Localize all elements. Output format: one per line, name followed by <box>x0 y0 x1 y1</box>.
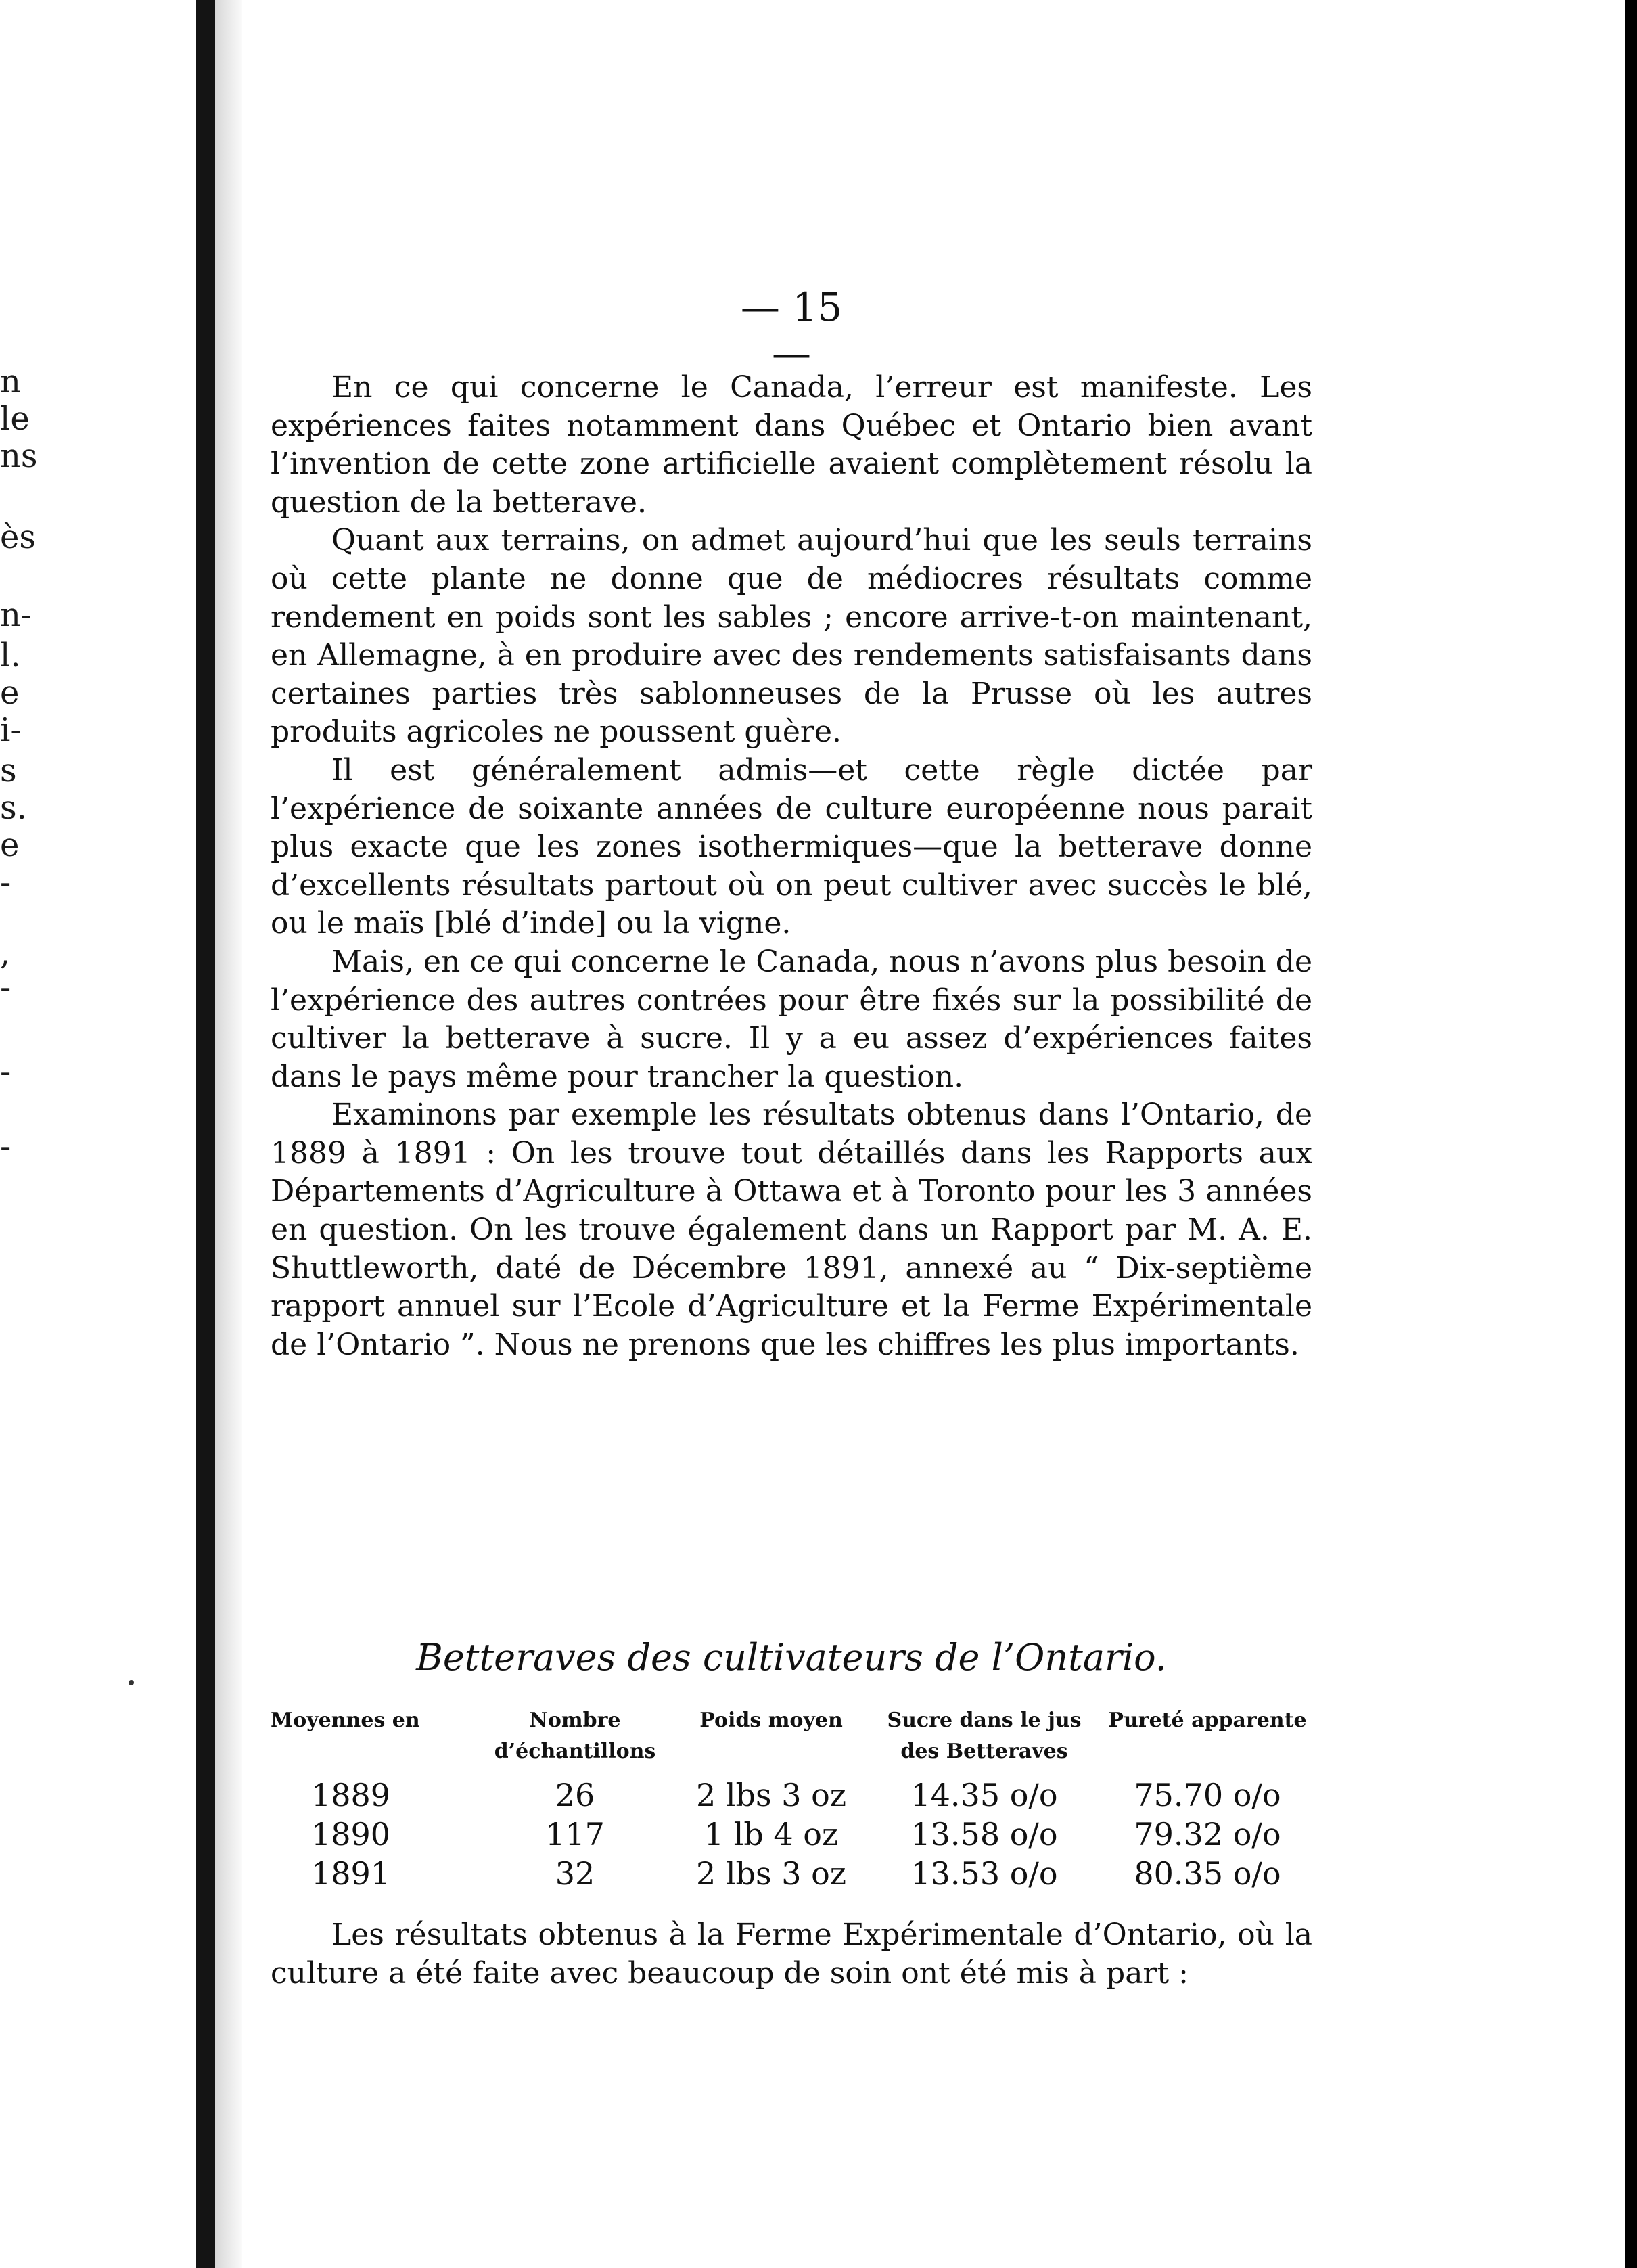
left-page-fragment: ns <box>0 437 38 475</box>
cell-purity: 75.70 o/o <box>1134 1777 1281 1813</box>
paragraph: Les résultats obtenus à la Ferme Expérimentale d’Ontario, où la culture a été faite avec beaucoup de soin ont été mis à part : <box>271 1918 1312 1991</box>
left-page-fragment: - <box>0 1053 11 1091</box>
cell-sugar: 14.35 o/o <box>910 1777 1058 1813</box>
cell-weight: 1 lb 4 oz <box>704 1816 839 1853</box>
cell-weight: 2 lbs 3 oz <box>695 1777 847 1813</box>
left-page-fragment: le <box>0 400 30 438</box>
left-page-fragment: e <box>0 826 20 864</box>
left-page-fragment: i- <box>0 711 22 749</box>
scan-right-edge <box>1625 0 1637 2268</box>
left-page-fragment: ès <box>0 518 37 556</box>
left-page-margin <box>0 0 196 2268</box>
cell-purity: 80.35 o/o <box>1134 1855 1281 1892</box>
table-row <box>271 1854 1312 1893</box>
cell-year: 1889 <box>311 1777 391 1813</box>
table-row <box>271 1775 1312 1815</box>
book-spine <box>196 0 215 2268</box>
header-moyennes: Moyennes en <box>271 1708 420 1732</box>
left-page-fragment: - <box>0 1127 11 1165</box>
cell-purity: 79.32 o/o <box>1134 1816 1281 1853</box>
left-page-fragment: , <box>0 934 11 972</box>
paragraph: Examinons par exemple les résultats obtenus dans l’Ontario, de 1889 à 1891 : On les trouve tout détaillés dans les Rapports aux Départements d’Agriculture à Ottawa et à Toronto pour les 3 années en question. On les trouve également dans un Rapport par M. A. E. Shuttleworth, daté de Décembre 1891, annexé au “ Dix-septième rapport annuel sur l’Ecole d’Agriculture et la Ferme Expérimentale de l’Ontario ”. Nous ne prenons que les chiffres les plus importants. <box>271 1097 1312 1362</box>
left-page-fragment: e <box>0 674 20 712</box>
header-sucre: Sucre dans le jus des Betteraves <box>887 1708 1082 1763</box>
paragraph: Il est généralement admis—et cette règle dictée par l’expérience de soixante années de culture européenne nous parait plus exacte que les zones isothermiques—que la betterave donne d’excellents résultats partout où on peut cultiver avec succès le blé, ou le maïs [blé d’inde] ou la vigne. <box>271 752 1312 941</box>
closing-text <box>271 1916 1312 1993</box>
paragraph: Quant aux terrains, on admet aujourd’hui que les seuls terrains où cette plante ne donne que de médiocres résultats comme rendement en poids sont les sables ; encore arrive-t-on maintenant, en Allemagne, à en produire avec des rendements satisfaisants dans certaines parties très sablonneuses de la Prusse où les autres produits agricoles ne poussent guère. <box>271 523 1312 750</box>
results-table <box>271 1705 1312 1893</box>
header-poids: Poids moyen <box>699 1708 843 1732</box>
page-number: — 15 — <box>740 284 843 376</box>
cell-year: 1891 <box>311 1855 391 1892</box>
header-nombre: Nombre d’échantillons <box>494 1708 656 1763</box>
paragraph: En ce qui concerne le Canada, l’erreur est manifeste. Les expériences faites notamment dans Québec et Ontario bien avant l’invention de cette zone artificielle avaient complètement résolu la question de la betterave. <box>271 370 1312 520</box>
table-row <box>271 1815 1312 1854</box>
left-page-fragment: l. <box>0 637 21 675</box>
cell-sugar: 13.53 o/o <box>910 1855 1058 1892</box>
table-header-row <box>271 1705 1312 1775</box>
gutter-shadow <box>215 0 242 2268</box>
paragraph: Mais, en ce qui concerne le Canada, nous n’avons plus besoin de l’expérience des autres contrées pour être fixés sur la possibilité de cultiver la betterave à sucre. Il y a eu assez d’expériences faites dans le pays même pour trancher la question. <box>271 944 1312 1094</box>
left-page-fragment: n <box>0 363 21 401</box>
results-table-container <box>271 1705 1312 1893</box>
left-page-fragment: s <box>0 752 17 790</box>
cell-year: 1890 <box>311 1816 391 1853</box>
table-caption: Betteraves des cultivateurs de l’Ontario. <box>416 1636 1167 1679</box>
cell-sugar: 13.58 o/o <box>910 1816 1058 1853</box>
left-page-fragment: - <box>0 968 11 1006</box>
body-text <box>271 369 1312 1364</box>
left-page-fragment: - <box>0 863 11 901</box>
cell-samples: 117 <box>545 1816 605 1853</box>
cell-weight: 2 lbs 3 oz <box>695 1855 847 1892</box>
header-purete: Pureté apparente <box>1108 1708 1307 1732</box>
cell-samples: 26 <box>555 1777 595 1813</box>
scan-speck <box>129 1680 134 1685</box>
cell-samples: 32 <box>555 1855 595 1892</box>
left-page-fragment: s. <box>0 789 27 827</box>
left-page-fragment: n- <box>0 596 32 634</box>
